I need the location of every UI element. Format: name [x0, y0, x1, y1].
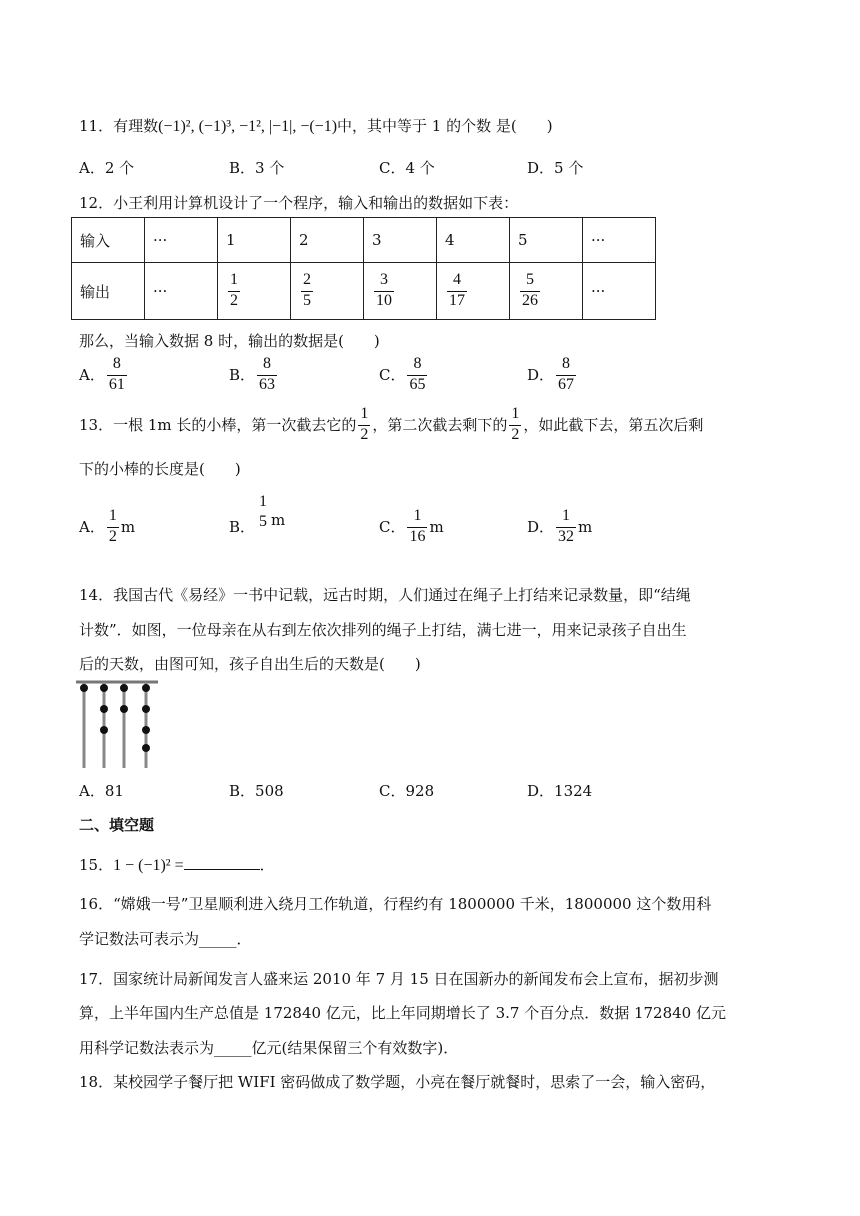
- q17-line3: 用科学记数法表示为_____亿元(结果保留三个有效数字)．: [79, 1039, 459, 1057]
- q14-option-b[interactable]: B．508: [229, 782, 284, 800]
- input-cell: ···: [583, 218, 656, 263]
- input-row: [72, 218, 656, 263]
- q12-option-c[interactable]: C． $\frac{8}{65}$: [379, 355, 426, 393]
- q11-line: [79, 115, 553, 136]
- output-fraction: $\frac{2}{5}$: [303, 271, 311, 309]
- q13-text: ，如此截下去，第五次后剩: [523, 416, 704, 435]
- q12-option-a[interactable]: A． $\frac{8}{61}$: [79, 355, 125, 393]
- knot: [142, 705, 150, 713]
- output-cell: [364, 263, 437, 320]
- output-row: [72, 263, 656, 320]
- q11-expression: (−1)², (−1)³, −1², |−1|, −(−1): [158, 118, 338, 135]
- knot: [100, 726, 108, 734]
- knot: [100, 705, 108, 713]
- q15-number: 15．: [79, 856, 114, 874]
- knot: [142, 684, 150, 692]
- q14-number: 14．: [79, 586, 114, 604]
- input-cell: 2: [291, 218, 364, 263]
- q13-option-c[interactable]: C． $\frac{1}{16}$ m: [379, 507, 444, 545]
- output-fraction: $\frac{4}{17}$: [449, 271, 465, 309]
- q13-option-b[interactable]: B． 1 5 m: [229, 493, 286, 536]
- q14-option-c[interactable]: C．928: [379, 782, 435, 800]
- q15-expression: 1 − (−1)² =: [113, 857, 184, 874]
- q11-text-after: 中，其中等于 1 的个数 是( ): [337, 117, 553, 135]
- io-table: [71, 217, 656, 320]
- output-label: 输出: [72, 263, 145, 320]
- q12-option-b[interactable]: B． $\frac{8}{63}$: [229, 355, 276, 393]
- q12-line: [79, 192, 518, 213]
- output-fraction: $\frac{3}{10}$: [376, 271, 392, 309]
- q12-number: 12．: [79, 194, 114, 212]
- output-cell: [218, 263, 291, 320]
- q13-fraction: $\frac{1}{2}$: [511, 405, 520, 443]
- q13-line2: 下的小棒的长度是( ): [79, 460, 241, 478]
- knot-rope-figure: [76, 680, 158, 768]
- output-cell: ···: [145, 263, 218, 320]
- q15-answer-blank[interactable]: [184, 855, 260, 870]
- q15-period: ．: [259, 856, 275, 874]
- q12-followup: 那么，当输入数据 8 时，输出的数据是( ): [79, 332, 380, 350]
- input-cell: 3: [364, 218, 437, 263]
- q13-text: ，第二次截去剩下的: [372, 416, 508, 435]
- input-cell: 5: [510, 218, 583, 263]
- knot: [100, 684, 108, 692]
- input-cell: 1: [218, 218, 291, 263]
- q11-option-d[interactable]: D．5 个: [527, 159, 584, 177]
- q18-line1: 18．某校园学子餐厅把 WIFI 密码做成了数学题，小亮在餐厅就餐时，思索了一会，输入密码，: [79, 1073, 716, 1091]
- q11-option-c[interactable]: C．4 个: [379, 159, 435, 177]
- q11-text-before: 有理数: [113, 117, 159, 135]
- section-title: 二、填空题: [79, 816, 155, 834]
- q13-line1: [79, 406, 703, 444]
- q13-option-a[interactable]: A． $\frac{1}{2}$ m: [79, 507, 136, 545]
- output-fraction: $\frac{1}{2}$: [230, 271, 238, 309]
- q14-text: 我国古代《易经》一书中记载，远古时期，人们通过在绳子上打结来记录数量，即“结绳: [113, 586, 691, 604]
- q14-option-d[interactable]: D．1324: [527, 782, 593, 800]
- input-cell: ···: [145, 218, 218, 263]
- q14-line1: [79, 584, 691, 605]
- q14-line2: 计数”．如图，一位母亲在从右到左依次排列的绳子上打结，满七进一，用来记录孩子自出生: [79, 621, 687, 639]
- q13-number: 13．: [79, 416, 114, 435]
- q14-option-a[interactable]: A．81: [79, 782, 124, 800]
- output-cell: [437, 263, 510, 320]
- knot: [120, 705, 128, 713]
- q11-number: 11．: [79, 117, 114, 135]
- output-cell: [510, 263, 583, 320]
- q16-line1: 16．“嫦娥一号”卫星顺利进入绕月工作轨道，行程约有 1800000 千米，1800000 这个数用科: [79, 895, 712, 913]
- q15-line: [79, 854, 275, 875]
- q13-option-d[interactable]: D． $\frac{1}{32}$ m: [527, 507, 593, 545]
- q12-options: [79, 356, 639, 406]
- q11-option-b[interactable]: B．3 个: [229, 159, 285, 177]
- output-cell: ···: [583, 263, 656, 320]
- knot: [142, 726, 150, 734]
- knot: [80, 684, 88, 692]
- q12-option-d[interactable]: D． $\frac{8}{67}$: [527, 355, 575, 393]
- q16-line2: 学记数法可表示为_____．: [79, 930, 252, 948]
- knot: [142, 744, 150, 752]
- q11-option-a[interactable]: A．2 个: [79, 159, 135, 177]
- knot: [120, 684, 128, 692]
- q17-line1: 17．国家统计局新闻发言人盛来运 2010 年 7 月 15 日在国新办的新闻发布会上宣布，据初步测: [79, 970, 719, 988]
- q13-text: 一根 1m 长的小棒，第一次截去它的: [113, 416, 357, 435]
- q14-line3: 后的天数，由图可知，孩子自出生后的天数是( ): [79, 655, 421, 673]
- input-cell: 4: [437, 218, 510, 263]
- output-cell: [291, 263, 364, 320]
- q13-fraction: $\frac{1}{2}$: [360, 405, 369, 443]
- output-fraction: $\frac{5}{26}$: [522, 271, 538, 309]
- q13-options: [79, 493, 639, 558]
- input-label: 输入: [72, 218, 145, 263]
- q17-line2: 算，上半年国内生产总值是 172840 亿元，比上年同期增长了 3.7 个百分点．数据 172840 亿元: [79, 1004, 726, 1022]
- q12-text: 小王利用计算机设计了一个程序，输入和输出的数据如下表：: [113, 194, 519, 212]
